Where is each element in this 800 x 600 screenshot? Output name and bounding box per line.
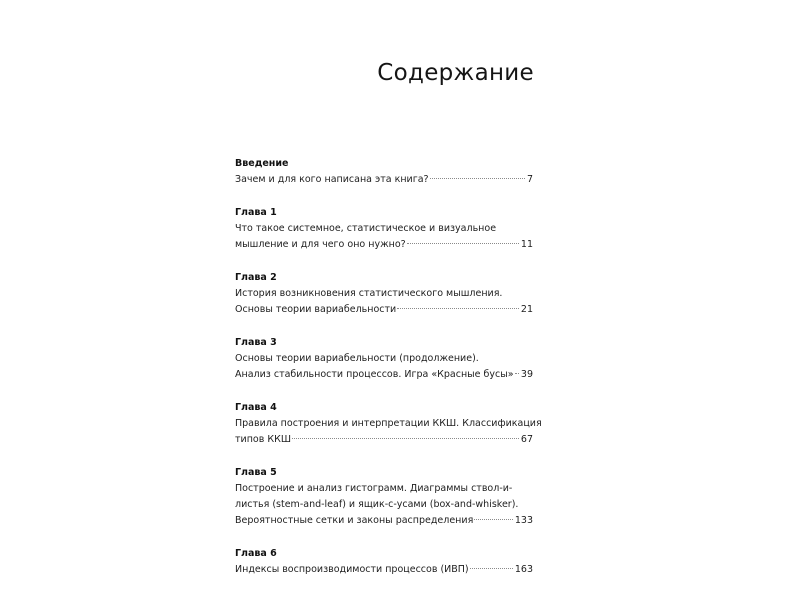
dot-leader — [474, 519, 513, 520]
toc-entry-text: История возникновения статистического мышления. — [235, 288, 503, 299]
toc-entry-text: Что такое системное, статистическое и визуальное — [235, 223, 497, 234]
toc-page-number: 11 — [520, 239, 533, 250]
toc-entry-line — [235, 513, 533, 529]
toc-entry-line — [235, 237, 533, 253]
toc-entry-heading: Глава 3 — [235, 337, 277, 348]
toc-entry-line — [235, 172, 533, 188]
toc-entry-heading: Глава 6 — [235, 548, 277, 559]
toc-entry-chapter-6[interactable] — [235, 546, 533, 578]
toc-entry-chapter-3[interactable] — [235, 335, 533, 383]
toc-entry-heading: Глава 1 — [235, 207, 277, 218]
toc-page-number: 39 — [520, 369, 533, 380]
toc-entry-heading: Введение — [235, 158, 289, 169]
toc-entry-chapter-2[interactable] — [235, 270, 533, 318]
toc-entry-text: Индексы воспроизводимости процессов (ИВП) — [235, 564, 469, 575]
dot-leader — [397, 308, 519, 309]
toc-entry-line — [235, 302, 533, 318]
toc-entry-text: типов ККШ — [235, 434, 291, 445]
toc-page-number: 163 — [514, 564, 533, 575]
dot-leader — [515, 373, 519, 374]
toc-entry-text: Правила построения и интерпретации ККШ. Классификация — [235, 418, 542, 429]
dot-leader — [407, 243, 519, 244]
toc-entry-text: Вероятностные сетки и законы распределения — [235, 515, 474, 526]
toc-entry-line — [235, 432, 533, 448]
table-of-contents — [235, 156, 542, 595]
toc-page-number: 21 — [520, 304, 533, 315]
toc-entry-text: Основы теории вариабельности (продолжение). — [235, 353, 479, 364]
dot-leader — [292, 438, 519, 439]
toc-entry-text: Анализ стабильности процессов. Игра «Красные бусы» — [235, 369, 514, 380]
toc-entry-text: Зачем и для кого написана эта книга? — [235, 174, 429, 185]
toc-entry-heading: Глава 5 — [235, 467, 277, 478]
toc-entry-chapter-5[interactable] — [235, 465, 533, 529]
toc-entry-line — [235, 367, 533, 383]
dot-leader — [470, 568, 513, 569]
toc-page-number: 7 — [526, 174, 533, 185]
toc-entry-introduction[interactable] — [235, 156, 533, 188]
toc-entry-text: Основы теории вариабельности — [235, 304, 397, 315]
toc-entry-chapter-1[interactable] — [235, 205, 533, 253]
toc-entry-chapter-4[interactable] — [235, 400, 542, 448]
toc-entry-heading: Глава 4 — [235, 402, 277, 413]
page-title: Содержание — [377, 60, 534, 86]
toc-entry-text: мышление и для чего оно нужно? — [235, 239, 406, 250]
toc-entry-heading: Глава 2 — [235, 272, 277, 283]
toc-entry-text: Построение и анализ гистограмм. Диаграммы ствол-и- — [235, 483, 513, 494]
dot-leader — [430, 178, 525, 179]
toc-entry-line — [235, 562, 533, 578]
toc-entry-text: листья (stem-and-leaf) и ящик-с-усами (box-and-whisker). — [235, 499, 519, 510]
toc-page-number: 133 — [514, 515, 533, 526]
toc-page-number: 67 — [520, 434, 533, 445]
